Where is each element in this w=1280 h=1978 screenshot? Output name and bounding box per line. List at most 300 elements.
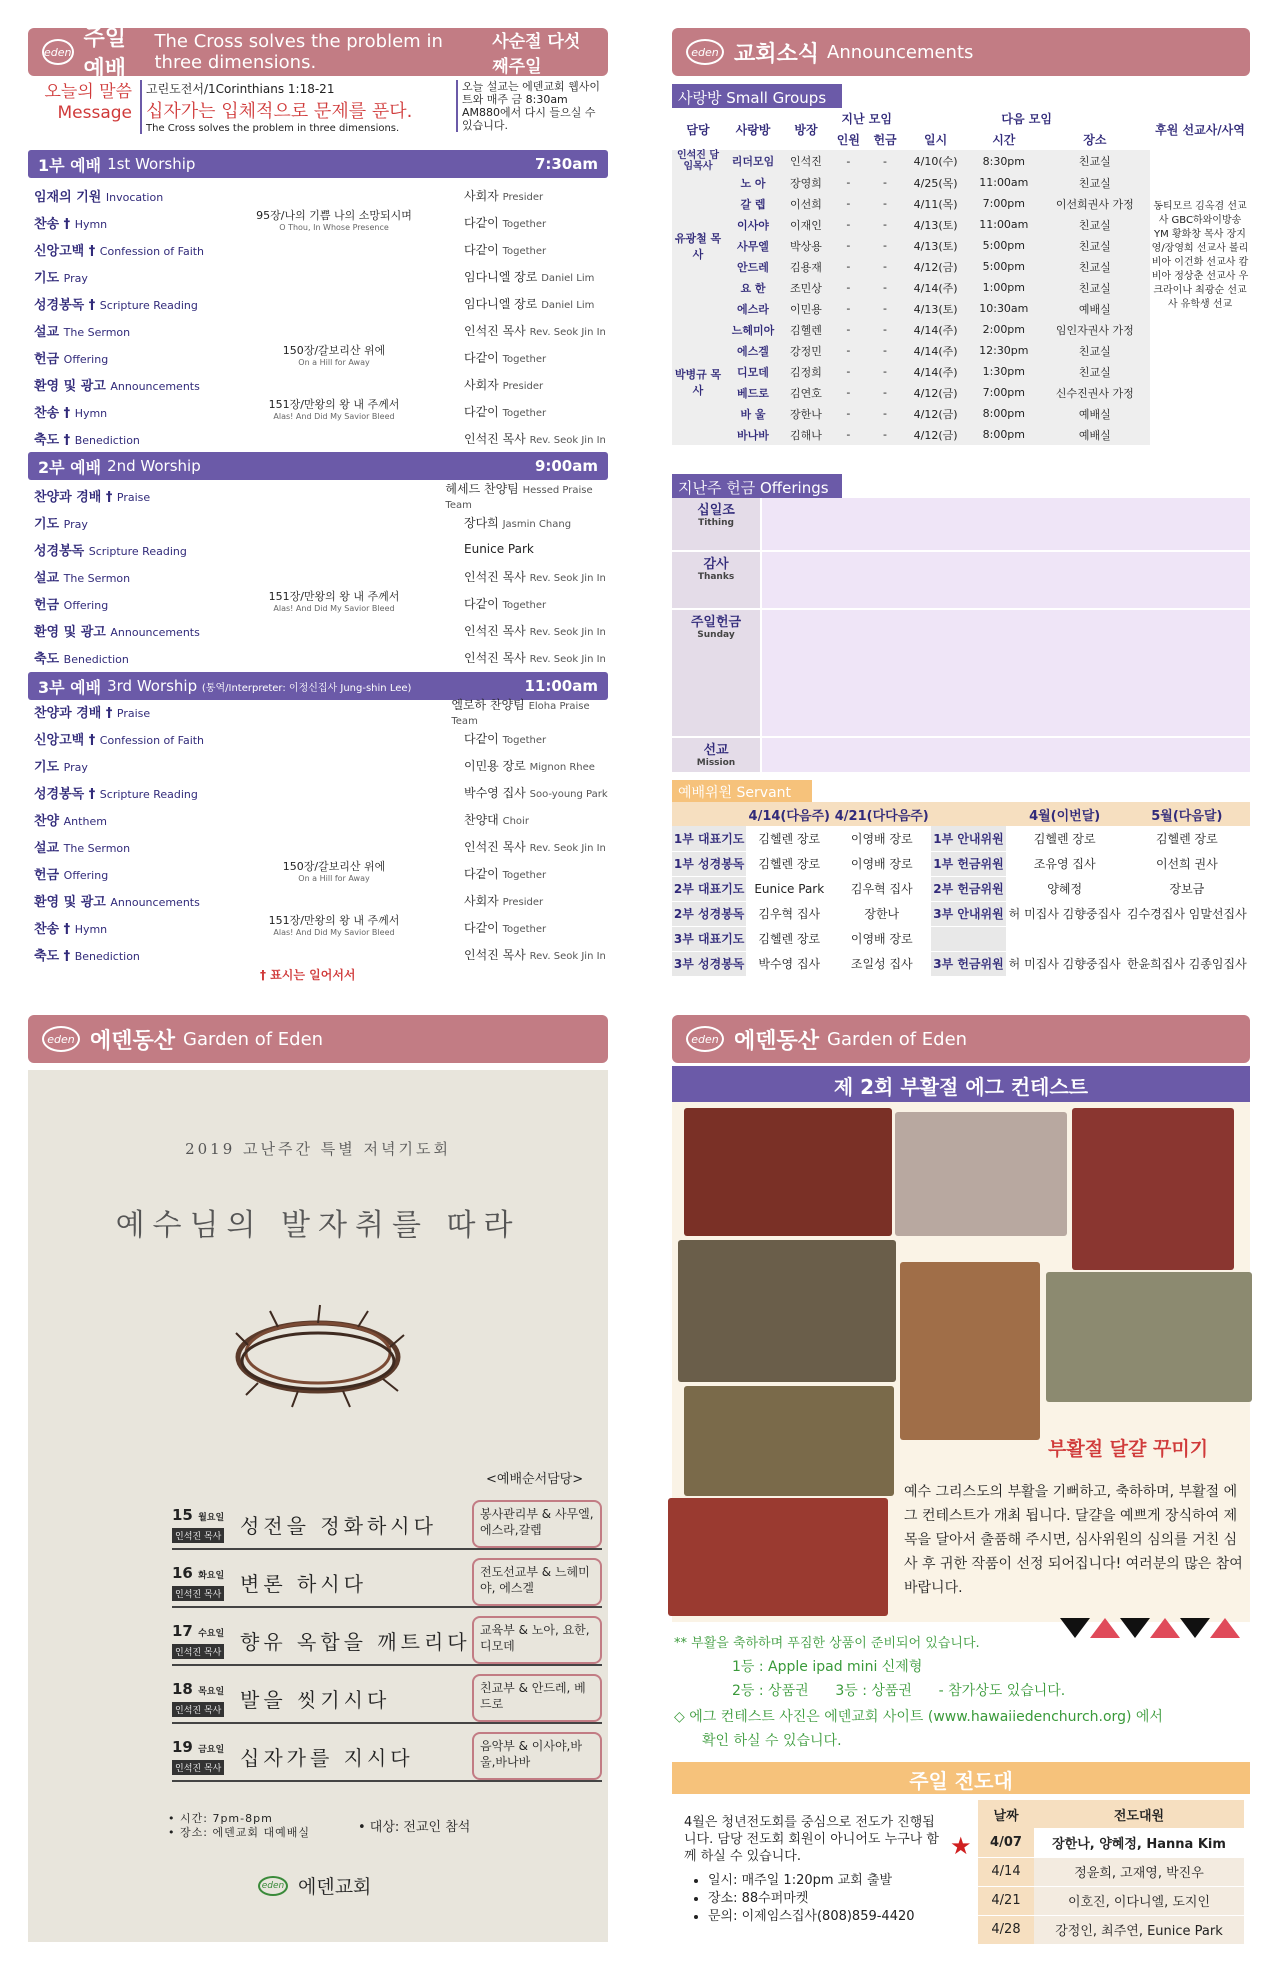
evangelism-members: 정윤희, 고재영, 박진우 — [1034, 1857, 1244, 1886]
group-cell: 8:00pm — [968, 424, 1040, 445]
evangelism-place: • 장소: 88수퍼마켓 — [708, 1890, 915, 1908]
group-cell: 친교실 — [1040, 277, 1150, 298]
worship1-bar: 1부 예배 1st Worship 7:30am — [28, 150, 608, 178]
eden-logo-icon: eden — [42, 39, 74, 65]
group-cell: 4/12(금) — [903, 403, 967, 424]
egg-photo-7 — [684, 1386, 894, 1496]
group-cell: 4/12(금) — [903, 424, 967, 445]
worship-row — [34, 536, 614, 562]
servant-row — [672, 926, 1250, 951]
evangelism-row — [978, 1915, 1244, 1944]
servant-cell: 2부 성경봉독 — [672, 901, 746, 926]
star-icon: ★ — [950, 1832, 972, 1860]
servant-cell — [1124, 926, 1250, 951]
group-cell: 이사야 — [724, 214, 782, 235]
servant-cell: 양혜정 — [1006, 876, 1124, 901]
day-label: 19 금요일 인석진 목사 — [172, 1738, 225, 1774]
evangelism-date: 4/28 — [978, 1915, 1034, 1944]
order-item: 임재의 기원 Invocation — [34, 189, 164, 205]
prayer-day-row — [172, 1614, 602, 1666]
servant-header: 4/14(다음주) — [746, 802, 832, 826]
worship-row — [34, 371, 614, 397]
servant-cell: 한윤희집사 김종임집사 — [1124, 951, 1250, 976]
group-row — [672, 340, 1250, 361]
pastor-tag: 인석진 목사 — [172, 1702, 224, 1717]
order-item: 찬송 † Hymn — [34, 405, 108, 421]
evangelism-contact: • 문의: 이제임스집사(808)859-4420 — [708, 1908, 915, 1926]
hymn-title: 151장/만왕의 왕 내 주께서 Alas! And Did My Savior Bleed — [268, 914, 400, 937]
group-row — [672, 382, 1250, 403]
evangelism-row — [978, 1886, 1244, 1915]
website-note: ◇ 에그 컨테스트 사진은 에덴교회 사이트 (www.hawaiiedenchurch.org) 에서 — [674, 1709, 1163, 1725]
order-item: 기도 Pray — [34, 759, 88, 775]
egg-photo-1 — [684, 1108, 892, 1236]
servant-header — [931, 802, 1005, 826]
servant-row — [672, 876, 1250, 901]
order-leader: 임다니엘 장로 Daniel Lim — [464, 296, 595, 311]
order-item: 헌금 Offering — [34, 597, 109, 613]
servant-cell: 1부 헌금위원 — [931, 851, 1005, 876]
group-cell: 요 한 — [724, 277, 782, 298]
worship-row — [34, 236, 614, 262]
col-members: 전도대원 — [1034, 1800, 1244, 1828]
pastor-tag: 인석진 목사 — [172, 1528, 224, 1543]
worship-row — [34, 481, 614, 511]
prayer-day-row — [172, 1556, 602, 1608]
group-cell: 4/12(금) — [903, 256, 967, 277]
group-cell: - — [830, 277, 867, 298]
egg-contest-desc: 예수 그리스도의 부활을 기뻐하고, 축하하며, 부활절 에그 컨테스트가 개최 됩니다. 달걀을 예쁘게 장식하여 제목을 달아서 출품해 주시면, 심사위원의 심의를 거친 심사 후 귀한 작품이 선정 되어집니다! 여러분의 많은 참여 바랍니다. — [904, 1484, 1243, 1596]
evangelism-date: 4/14 — [978, 1857, 1034, 1886]
egg-photo-3 — [1072, 1108, 1234, 1270]
zigzag-decoration-icon — [1060, 1618, 1250, 1640]
servant-cell: 1부 대표기도 — [672, 826, 746, 851]
worship-row — [34, 887, 614, 913]
col-leader: 방장 — [782, 108, 830, 150]
servant-row — [672, 826, 1250, 851]
worship-row — [34, 697, 614, 727]
eden2-header: eden 에덴동산 Garden of Eden — [672, 1015, 1250, 1063]
day-title: 향유 옥합을 깨트리다 — [240, 1630, 471, 1654]
offering-tithing: 십일조 Tithing — [672, 498, 760, 550]
servant-row — [672, 951, 1250, 976]
order-item: 설교 The Sermon — [34, 570, 131, 586]
servant-cell: 김헬렌 장로 — [1006, 826, 1124, 851]
group-cell: - — [867, 172, 904, 193]
group-row — [672, 150, 1250, 172]
offering-mission: 선교 Mission — [672, 738, 760, 772]
egg-photo-6 — [1046, 1272, 1252, 1402]
group-cell: 8:00pm — [968, 403, 1040, 424]
pastor-tag: 인석진 목사 — [172, 1644, 224, 1659]
group-cell: 12:30pm — [968, 340, 1040, 361]
eden1-header: eden 에덴동산 Garden of Eden — [28, 1015, 608, 1063]
church-signature: eden 에덴교회 — [258, 1872, 371, 1899]
group-cell: 1:00pm — [968, 277, 1040, 298]
group-cell: 에스겔 — [724, 340, 782, 361]
worship3-bar: 3부 예배 3rd Worship (통역/Interpreter: 이정신집사 Jung-shin Lee) 11:00am — [28, 672, 608, 700]
missionaries-list: 동티모르 김옥겸 선교사 GBC하와이방송 YM 황화창 목사 장지영/장영희 선교사 볼리비아 이건화 선교사 캄비아 정상춘 선교사 우크라이나 최광순 선교사 유학생 선교 — [1151, 201, 1249, 310]
prayer-poster — [28, 1070, 608, 1942]
order-leader: 헤세드 찬양팀 Hessed Praise Team — [445, 481, 593, 511]
order-leader: 다같이 Together — [464, 242, 547, 257]
group-owner: 유광철 목 사 — [672, 172, 724, 319]
order-item: 성경봉독 † Scripture Reading — [34, 786, 198, 802]
group-cell: 베드로 — [724, 382, 782, 403]
order-leader: 인석진 목사 Rev. Seok Jin In — [464, 623, 606, 638]
group-cell: 이선희권사 가정 — [1040, 193, 1150, 214]
order-leader: 인석진 목사 Rev. Seok Jin In — [464, 650, 606, 665]
group-cell: 4/12(금) — [903, 382, 967, 403]
group-cell: - — [830, 340, 867, 361]
place-info: • 장소: 에덴교회 대예배실 — [168, 1826, 310, 1839]
order-leader: 다같이 Together — [464, 731, 547, 746]
group-cell: - — [867, 214, 904, 235]
servant-cell: 3부 안내위원 — [931, 901, 1005, 926]
servant-cell: 3부 헌금위원 — [931, 951, 1005, 976]
group-cell: 조민상 — [782, 277, 830, 298]
announcements-header — [672, 28, 1250, 76]
day-title: 발을 씻기시다 — [240, 1688, 391, 1712]
evangelism-title: 주일 전도대 — [672, 1762, 1250, 1794]
worship-row — [34, 425, 614, 451]
small-groups-table: 담당 사랑방 방장 지난 모임 다음 모임 후원 선교사/사역 인원 헌금 일시 시간 장소 인석진 담임목사 리더모임 인석진 - - 4/10(수) 8:30pm 친교실 유광철 목 사 노 아 장영희 - - 4/25(목) 11:00am 친교실 갈 렙 이선희 - - 4/11(목) 7:00pm 이선희권사 가정 이사야 이재인 - - 4/13(토) 11:00am 친교실 사무엘 박상용 - - 4/13(토) 5:00pm 친교실 안드레 김용재 - - 4/12(금) 5:00pm 친교실 요 한 조민상 - - 4/14(주) 1:00pm 친교실 에스라 이민용 - - 4/13(토) 10:30am 예배실 박병규 목 사 느헤미아 김헬렌 - - 4/14(주) 2:00pm 임인자권사 가정 에스겔 강정민 - - 4/14(주) 12:30pm 친교실 디모데 김정희 - - 4/14(주) 1:30pm 친교실 베드로 김연호 - - 4/12(금) 7:00pm 신수진권사 가정 바 울 장한나 - - 4/12(금) 8:00pm 예배실 바나바 김해나 - - 4/12(금) 8:00pm 예배실 — [672, 108, 1250, 445]
offering-thanks: 감사 Thanks — [672, 552, 760, 608]
group-cell: - — [830, 256, 867, 277]
servant-cell: 김헬렌 장로 — [746, 851, 832, 876]
servant-cell: 1부 성경봉독 — [672, 851, 746, 876]
servant-row — [672, 851, 1250, 876]
group-cell: - — [867, 277, 904, 298]
group-cell: 친교실 — [1040, 214, 1150, 235]
prize-2nd-3rd: 2등 : 상품권 3등 : 상품권 - 참가상도 있습니다. — [732, 1683, 1066, 1699]
group-cell: 4/13(토) — [903, 214, 967, 235]
order-leader: 다같이 Together — [464, 215, 547, 230]
group-cell: 김용재 — [782, 256, 830, 277]
servant-title: 예배위원 Servant — [672, 780, 812, 802]
worship-row — [34, 860, 614, 886]
order-leader: 장다희 Jasmin Chang — [464, 515, 572, 530]
order-item: 헌금 Offering — [34, 351, 109, 367]
group-cell: 임인자권사 가정 — [1040, 319, 1150, 340]
group-cell: 4/10(수) — [903, 150, 967, 172]
group-cell: 1:30pm — [968, 361, 1040, 382]
col-last: 지난 모임 — [830, 108, 903, 129]
group-cell: 강정민 — [782, 340, 830, 361]
group-cell: - — [830, 403, 867, 424]
group-cell: - — [867, 361, 904, 382]
scripture: 고린도전서/1Corinthians 1:18-21 — [146, 82, 335, 96]
group-cell: - — [830, 172, 867, 193]
servant-cell: Eunice Park — [746, 876, 832, 901]
servant-cell: 1부 안내위원 — [931, 826, 1005, 851]
group-cell: 인석진 — [782, 150, 830, 172]
group-cell: - — [867, 424, 904, 445]
group-cell: 사무엘 — [724, 235, 782, 256]
group-cell: 디모데 — [724, 361, 782, 382]
group-cell: 박상용 — [782, 235, 830, 256]
offerings-title: 지난주 헌금 Offerings — [672, 474, 842, 498]
group-cell: 4/13(토) — [903, 298, 967, 319]
group-cell: 리더모임 — [724, 150, 782, 172]
group-cell: - — [830, 214, 867, 235]
worship-row — [34, 317, 614, 343]
evangelism-date: 4/21 — [978, 1886, 1034, 1915]
group-cell: 7:00pm — [968, 382, 1040, 403]
group-cell: 11:00am — [968, 172, 1040, 193]
egg-contest-banner: 제 2회 부활절 에그 컨테스트 — [672, 1066, 1250, 1102]
order-item: 환영 및 광고 Announcements — [34, 894, 200, 910]
servant-table — [672, 802, 1250, 977]
worship-row — [34, 833, 614, 859]
group-row — [672, 319, 1250, 340]
sunday-header — [28, 26, 608, 82]
order-leader: 인석진 목사 Rev. Seok Jin In — [464, 569, 606, 584]
order-item: 성경봉독 Scripture Reading — [34, 543, 187, 559]
order-item: 찬송 † Hymn — [34, 216, 108, 232]
group-cell: 김헬렌 — [782, 319, 830, 340]
group-cell: 이선희 — [782, 193, 830, 214]
servant-cell: 3부 대표기도 — [672, 926, 746, 951]
announce-title: 교회소식 — [734, 41, 820, 67]
day-team: 교육부 & 노아, 요한, 디모데 — [472, 1616, 602, 1664]
servant-header: 4월(이번달) — [1006, 802, 1124, 826]
worship-row — [34, 617, 614, 643]
egg-decorating-title: 부활절 달걀 꾸미기 — [1048, 1438, 1209, 1460]
worship-row — [34, 398, 614, 424]
group-cell: - — [830, 361, 867, 382]
hymn-title: 95장/나의 기쁨 나의 소망되시며 O Thou, In Whose Presence — [256, 209, 412, 232]
order-item: 축도 † Benediction — [34, 948, 140, 964]
order-leader: 인석진 목사 Rev. Seok Jin In — [464, 431, 606, 446]
announce-title-en: Announcements — [827, 41, 974, 63]
crown-of-thorns-icon — [218, 1295, 418, 1415]
group-cell: 장영희 — [782, 172, 830, 193]
group-cell: 4/11(목) — [903, 193, 967, 214]
col-date: 날짜 — [978, 1800, 1034, 1828]
group-cell: 5:00pm — [968, 235, 1040, 256]
worship-row — [34, 263, 614, 289]
order-leader: 인석진 목사 Rev. Seok Jin In — [464, 947, 606, 962]
servant-cell — [1006, 926, 1124, 951]
servant-cell: 이선희 권사 — [1124, 851, 1250, 876]
servant-cell: 이영배 장로 — [832, 926, 931, 951]
servant-cell: 장보금 — [1124, 876, 1250, 901]
order-item: 환영 및 광고 Announcements — [34, 624, 200, 640]
day-title: 십자가를 지시다 — [240, 1746, 414, 1770]
group-cell: 4/14(주) — [903, 277, 967, 298]
servant-cell: 허 미집사 김향중집사 — [1006, 951, 1124, 976]
group-cell: - — [867, 319, 904, 340]
group-cell: 4/13(토) — [903, 235, 967, 256]
group-row — [672, 403, 1250, 424]
order-leader: 인석진 목사 Rev. Seok Jin In — [464, 323, 606, 338]
order-item: 신앙고백 † Confession of Faith — [34, 243, 205, 259]
order-leader: 다같이 Together — [464, 866, 547, 881]
day-title: 변론 하시다 — [240, 1572, 367, 1596]
group-cell: 친교실 — [1040, 256, 1150, 277]
group-row — [672, 424, 1250, 445]
hymn-title: 151장/만왕의 왕 내 주께서 Alas! And Did My Savior Bleed — [268, 590, 400, 613]
servant-cell: 김헬렌 장로 — [746, 926, 832, 951]
egg-photo-8 — [668, 1498, 888, 1616]
group-cell: 장한나 — [782, 403, 830, 424]
evangelism-row — [978, 1828, 1244, 1857]
order-item: 기도 Pray — [34, 270, 88, 286]
group-cell: 안드레 — [724, 256, 782, 277]
order-item: 환영 및 광고 Announcements — [34, 378, 200, 394]
servant-cell: 조유영 집사 — [1006, 851, 1124, 876]
worship-row — [34, 644, 614, 670]
day-label: 16 화요일 인석진 목사 — [172, 1564, 225, 1600]
col-mission: 후원 선교사/사역 — [1150, 108, 1250, 150]
day-label: 18 목요일 인석진 목사 — [172, 1680, 225, 1716]
group-row — [672, 172, 1250, 193]
sermon-title: 십자가는 입체적으로 문제를 푼다. — [146, 101, 413, 122]
order-item: 찬양과 경배 † Praise — [34, 705, 151, 721]
group-cell: - — [867, 193, 904, 214]
group-row — [672, 361, 1250, 382]
worship-row — [34, 806, 614, 832]
group-cell: 김연호 — [782, 382, 830, 403]
worship-row — [34, 563, 614, 589]
servant-cell: 조일성 집사 — [832, 951, 931, 976]
day-team: 전도선교부 & 느헤미야, 에스겔 — [472, 1558, 602, 1606]
group-cell: - — [830, 382, 867, 403]
order-item: 설교 The Sermon — [34, 324, 131, 340]
evangelism-members: 강정인, 최주연, Eunice Park — [1034, 1915, 1244, 1944]
col-next: 다음 모임 — [903, 108, 1150, 129]
group-cell: - — [867, 340, 904, 361]
group-cell: - — [830, 150, 867, 172]
offering-sunday: 주일헌금 Sunday — [672, 610, 760, 736]
order-leader: 다같이 Together — [464, 404, 547, 419]
evangelism-members: 장한나, 양혜정, Hanna Kim — [1034, 1828, 1244, 1857]
order-item: 기도 Pray — [34, 516, 88, 532]
message-label: 오늘의 말씀 Message — [44, 82, 132, 123]
group-cell: 이민용 — [782, 298, 830, 319]
service-order-label: <예배순서담당> — [486, 1472, 584, 1487]
servant-header: 4/21(다다음주) — [832, 802, 931, 826]
group-cell: - — [830, 424, 867, 445]
order-leader: 다같이 Together — [464, 350, 547, 365]
prayer-day-row — [172, 1672, 602, 1724]
sunday-title: 주일예배 — [83, 26, 127, 82]
prize-note: ** 부활을 축하하며 푸짐한 상품이 준비되어 있습니다. — [674, 1636, 980, 1651]
day-title: 성전을 정화하시다 — [240, 1514, 437, 1538]
evangelism-text: 4월은 청년전도회를 중심으로 전도가 진행됩니다. 담당 전도회 회원이 아니어도 누구나 함께 하실 수 있습니다. — [684, 1815, 939, 1864]
group-cell: 7:00pm — [968, 193, 1040, 214]
day-team: 친교부 & 안드레, 베드로 — [472, 1674, 602, 1722]
servant-cell: 2부 대표기도 — [672, 876, 746, 901]
group-cell: - — [830, 235, 867, 256]
order-item: 찬송 † Hymn — [34, 921, 108, 937]
order-item: 헌금 Offering — [34, 867, 109, 883]
col-group: 사랑방 — [724, 108, 782, 150]
order-leader: 다같이 Together — [464, 596, 547, 611]
order-leader: Eunice Park — [464, 542, 534, 556]
order-leader: 이민용 장로 Mignon Rhee — [464, 758, 595, 773]
group-cell: 친교실 — [1040, 340, 1150, 361]
col-owner: 담당 — [672, 108, 724, 150]
evangelism-table — [978, 1800, 1244, 1945]
group-cell: - — [867, 298, 904, 319]
order-item: 성경봉독 † Scripture Reading — [34, 297, 198, 313]
order-item: 축도 Benediction — [34, 651, 129, 667]
group-cell: - — [867, 235, 904, 256]
order-item: 설교 The Sermon — [34, 840, 131, 856]
order-item: 축도 † Benediction — [34, 432, 140, 448]
group-cell: 이재인 — [782, 214, 830, 235]
order-item: 신앙고백 † Confession of Faith — [34, 732, 205, 748]
group-cell: 예배실 — [1040, 424, 1150, 445]
group-cell: 5:00pm — [968, 256, 1040, 277]
rebroadcast-note: 오늘 설교는 에덴교회 웹사이트와 매주 금 8:30am AM880에서 다시 들으실 수 있습니다. — [456, 80, 606, 132]
servant-cell: 김우혁 집사 — [832, 876, 931, 901]
worship-row — [34, 725, 614, 751]
servant-cell: 이영배 장로 — [832, 826, 931, 851]
worship-row — [34, 752, 614, 778]
group-cell: 10:30am — [968, 298, 1040, 319]
worship-row — [34, 914, 614, 940]
servant-row — [672, 901, 1250, 926]
servant-cell: 김헬렌 장로 — [1124, 826, 1250, 851]
servant-cell: 3부 성경봉독 — [672, 951, 746, 976]
order-leader: 사회자 Presider — [464, 188, 544, 203]
order-item: 찬양 Anthem — [34, 813, 107, 829]
order-leader: 찬양대 Choir — [464, 812, 529, 827]
group-cell: - — [867, 150, 904, 172]
group-cell: - — [830, 298, 867, 319]
worship-row — [34, 509, 614, 535]
egg-photo-2 — [895, 1112, 1067, 1236]
eden-logo-icon: eden — [258, 1876, 288, 1896]
hymn-title: 151장/만왕의 왕 내 주께서 Alas! And Did My Savior Bleed — [268, 398, 400, 421]
evangelism-date: 4/07 — [978, 1828, 1034, 1857]
day-team: 음악부 & 이사야,바울,바나바 — [472, 1732, 602, 1780]
worship-row — [34, 209, 614, 235]
group-cell: 예배실 — [1040, 298, 1150, 319]
group-cell: 4/14(주) — [903, 361, 967, 382]
worship-row — [34, 590, 614, 616]
evangelism-members: 이호진, 이다니엘, 도지인 — [1034, 1886, 1244, 1915]
group-cell: 친교실 — [1040, 235, 1150, 256]
prayer-day-row — [172, 1730, 602, 1782]
small-groups-title: 사랑방 Small Groups — [672, 84, 842, 108]
prize-1st: 1등 : Apple ipad mini 신제형 — [732, 1659, 923, 1675]
order-leader: 사회자 Presider — [464, 377, 544, 392]
sunday-title-en: The Cross solves the problem in three dimensions. — [154, 31, 443, 73]
group-cell: 신수진권사 가정 — [1040, 382, 1150, 403]
group-cell: 4/14(주) — [903, 340, 967, 361]
servant-header — [672, 802, 746, 826]
servant-cell: 김헬렌 장로 — [746, 826, 832, 851]
servant-cell — [931, 926, 1005, 951]
sermon-title-en: The Cross solves the problem in three dimensions. — [146, 123, 400, 134]
group-cell: - — [830, 319, 867, 340]
worship-row — [34, 941, 614, 967]
egg-photo-5 — [900, 1262, 1040, 1440]
servant-cell: 김우혁 집사 — [746, 901, 832, 926]
group-cell: 바나바 — [724, 424, 782, 445]
worship-row — [34, 182, 614, 208]
servant-cell: 2부 헌금위원 — [931, 876, 1005, 901]
eden-logo-icon: eden — [686, 39, 724, 65]
group-cell: 친교실 — [1040, 172, 1150, 193]
pastor-tag: 인석진 목사 — [172, 1760, 224, 1775]
order-leader: 박수영 집사 Soo-young Park — [464, 785, 608, 800]
lent-week: 사순절 다섯째주일 — [492, 32, 581, 77]
